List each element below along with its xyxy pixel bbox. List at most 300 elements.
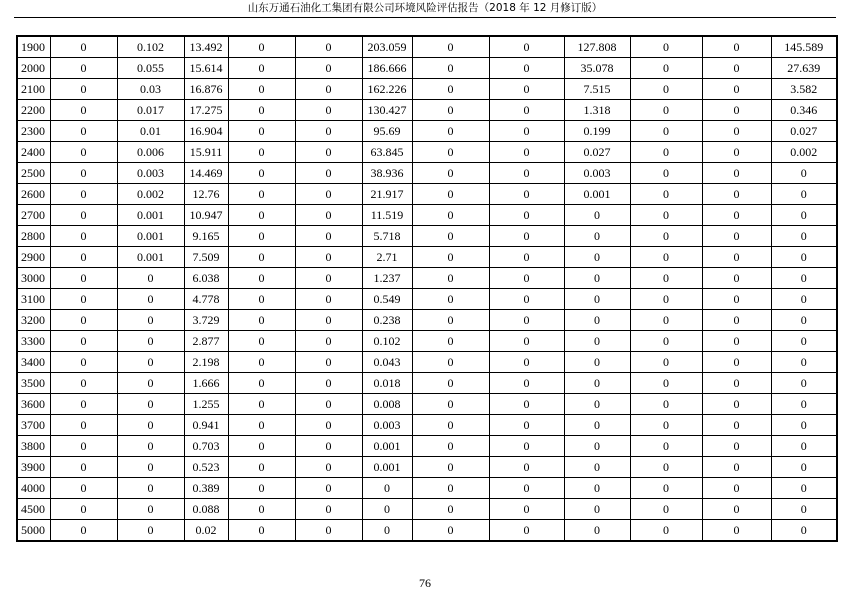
table-cell: 0.523: [184, 457, 228, 478]
table-cell: 35.078: [564, 58, 630, 79]
table-cell: 4.778: [184, 289, 228, 310]
table-cell: 0: [630, 436, 702, 457]
table-cell: 0: [489, 247, 564, 268]
table-cell: 0: [50, 520, 117, 542]
table-cell: 0: [228, 499, 295, 520]
table-cell: 0: [228, 163, 295, 184]
table-cell: 0.703: [184, 436, 228, 457]
table-cell: 0: [412, 142, 489, 163]
distance-cell: 2500: [17, 163, 50, 184]
table-cell: 0: [771, 373, 837, 394]
table-cell: 0: [50, 268, 117, 289]
table-cell: 0: [412, 247, 489, 268]
table-cell: 0: [489, 100, 564, 121]
table-cell: 0: [228, 184, 295, 205]
table-cell: 0: [412, 100, 489, 121]
table-cell: 0: [564, 457, 630, 478]
table-cell: 0: [630, 394, 702, 415]
table-cell: 0: [50, 373, 117, 394]
table-cell: 0: [630, 499, 702, 520]
table-cell: 0: [228, 142, 295, 163]
table-cell: 0: [228, 289, 295, 310]
table-cell: 0: [412, 289, 489, 310]
table-cell: 0: [564, 373, 630, 394]
table-cell: 1.237: [362, 268, 412, 289]
table-row: [17, 352, 837, 373]
table-cell: 0.199: [564, 121, 630, 142]
table-cell: 0.008: [362, 394, 412, 415]
table-row: [17, 394, 837, 415]
distance-cell: 3600: [17, 394, 50, 415]
table-cell: 0: [630, 331, 702, 352]
table-row: [17, 79, 837, 100]
table-cell: 0: [412, 36, 489, 58]
table-cell: 0: [489, 457, 564, 478]
table-cell: 0: [412, 478, 489, 499]
distance-cell: 2900: [17, 247, 50, 268]
table-cell: 0: [630, 289, 702, 310]
table-cell: 0.03: [117, 79, 184, 100]
table-cell: 0: [412, 163, 489, 184]
table-cell: 0: [702, 331, 771, 352]
table-cell: 0: [489, 415, 564, 436]
table-cell: 0: [117, 331, 184, 352]
distance-cell: 4500: [17, 499, 50, 520]
table-cell: 0: [50, 310, 117, 331]
table-cell: 0: [295, 163, 362, 184]
table-cell: 0.055: [117, 58, 184, 79]
table-cell: 0: [117, 310, 184, 331]
table-cell: 0.043: [362, 352, 412, 373]
table-cell: 0: [489, 520, 564, 542]
table-cell: 0: [295, 499, 362, 520]
table-cell: 0: [564, 289, 630, 310]
distance-cell: 2000: [17, 58, 50, 79]
table-row: [17, 100, 837, 121]
table-cell: 0: [412, 415, 489, 436]
table-cell: 0: [489, 478, 564, 499]
table-cell: 145.589: [771, 36, 837, 58]
table-cell: 0: [564, 310, 630, 331]
table-cell: 0: [564, 520, 630, 542]
table-cell: 0: [362, 520, 412, 542]
table-cell: 0: [771, 352, 837, 373]
table-cell: 0: [228, 36, 295, 58]
table-cell: 0: [295, 226, 362, 247]
table-row: [17, 310, 837, 331]
table-cell: 0: [295, 394, 362, 415]
table-cell: 0: [702, 289, 771, 310]
table-cell: 0: [771, 163, 837, 184]
table-cell: 11.519: [362, 205, 412, 226]
distance-cell: 3900: [17, 457, 50, 478]
table-cell: 0: [702, 415, 771, 436]
table-cell: 0: [228, 247, 295, 268]
table-cell: 0: [295, 36, 362, 58]
table-cell: 0: [117, 268, 184, 289]
table-cell: 203.059: [362, 36, 412, 58]
table-row: [17, 36, 837, 58]
table-cell: 14.469: [184, 163, 228, 184]
table-cell: 2.198: [184, 352, 228, 373]
table-cell: 0: [564, 478, 630, 499]
table-cell: 0: [564, 499, 630, 520]
table-cell: 0: [50, 79, 117, 100]
table-row: [17, 373, 837, 394]
distance-cell: 4000: [17, 478, 50, 499]
table-cell: 0: [771, 268, 837, 289]
table-cell: 16.876: [184, 79, 228, 100]
table-cell: 0: [228, 205, 295, 226]
table-row: [17, 415, 837, 436]
table-cell: 0.017: [117, 100, 184, 121]
table-cell: 0: [412, 121, 489, 142]
table-cell: 0: [702, 373, 771, 394]
table-cell: 0: [412, 205, 489, 226]
table-cell: 0: [295, 373, 362, 394]
table-cell: 0: [362, 478, 412, 499]
table-cell: 0: [228, 100, 295, 121]
table-cell: 0: [771, 289, 837, 310]
table-cell: 0.001: [564, 184, 630, 205]
table-cell: 0: [702, 310, 771, 331]
table-cell: 0: [117, 436, 184, 457]
table-cell: 0: [117, 478, 184, 499]
table-cell: 0: [295, 436, 362, 457]
table-cell: 0: [50, 499, 117, 520]
table-cell: 0: [630, 79, 702, 100]
table-cell: 0: [771, 415, 837, 436]
table-row: [17, 142, 837, 163]
table-cell: 0: [771, 457, 837, 478]
table-cell: 0: [702, 352, 771, 373]
table-cell: 0: [228, 520, 295, 542]
table-cell: 0.003: [362, 415, 412, 436]
table-cell: 0: [630, 457, 702, 478]
table-cell: 1.666: [184, 373, 228, 394]
table-cell: 0: [771, 436, 837, 457]
table-cell: 0.346: [771, 100, 837, 121]
table-cell: 0: [117, 394, 184, 415]
table-cell: 0: [630, 36, 702, 58]
table-cell: 0: [630, 310, 702, 331]
table-cell: 0: [295, 100, 362, 121]
table-cell: 0: [702, 36, 771, 58]
table-cell: 0: [228, 373, 295, 394]
table-cell: 0: [771, 310, 837, 331]
table-cell: 0: [489, 36, 564, 58]
table-cell: 0: [702, 520, 771, 542]
table-cell: 0: [564, 205, 630, 226]
table-cell: 0: [564, 331, 630, 352]
table-cell: 0: [50, 121, 117, 142]
table-cell: 0: [702, 436, 771, 457]
table-cell: 0.001: [362, 436, 412, 457]
table-cell: 0: [630, 415, 702, 436]
distance-cell: 2300: [17, 121, 50, 142]
table-cell: 0: [702, 184, 771, 205]
table-cell: 0: [412, 373, 489, 394]
distance-cell: 2200: [17, 100, 50, 121]
table-cell: 63.845: [362, 142, 412, 163]
table-cell: 0: [412, 394, 489, 415]
table-cell: 3.729: [184, 310, 228, 331]
table-cell: 0: [489, 163, 564, 184]
table-cell: 0: [228, 415, 295, 436]
table-cell: 0: [50, 415, 117, 436]
table-cell: 0: [50, 184, 117, 205]
table-cell: 0: [228, 352, 295, 373]
table-cell: 0: [702, 205, 771, 226]
distance-cell: 3400: [17, 352, 50, 373]
table-cell: 0.003: [117, 163, 184, 184]
table-cell: 1.318: [564, 100, 630, 121]
table-cell: 0: [50, 289, 117, 310]
table-cell: 0: [630, 226, 702, 247]
table-cell: 0: [630, 142, 702, 163]
table-cell: 0: [117, 352, 184, 373]
table-cell: 186.666: [362, 58, 412, 79]
table-cell: 0.001: [117, 247, 184, 268]
table-cell: 0: [702, 142, 771, 163]
table-cell: 0: [50, 457, 117, 478]
table-row: [17, 58, 837, 79]
table-cell: 12.76: [184, 184, 228, 205]
distance-cell: 2800: [17, 226, 50, 247]
table-cell: 0: [228, 121, 295, 142]
distance-cell: 3700: [17, 415, 50, 436]
table-cell: 0: [228, 436, 295, 457]
table-cell: 0: [630, 100, 702, 121]
table-cell: 0: [564, 394, 630, 415]
table-cell: 0.003: [564, 163, 630, 184]
table-cell: 0: [50, 205, 117, 226]
table-cell: 17.275: [184, 100, 228, 121]
table-cell: 0.088: [184, 499, 228, 520]
table-cell: 13.492: [184, 36, 228, 58]
table-cell: 0: [295, 415, 362, 436]
distance-cell: 3800: [17, 436, 50, 457]
distance-cell: 1900: [17, 36, 50, 58]
table-cell: 0.389: [184, 478, 228, 499]
table-cell: 3.582: [771, 79, 837, 100]
table-cell: 0: [771, 226, 837, 247]
table-cell: 0: [489, 352, 564, 373]
table-cell: 0: [295, 331, 362, 352]
table-cell: 0: [412, 58, 489, 79]
table-cell: 0: [117, 499, 184, 520]
table-cell: 0: [228, 478, 295, 499]
table-cell: 0: [50, 331, 117, 352]
table-cell: 0: [771, 520, 837, 542]
table-cell: 0: [489, 184, 564, 205]
distance-cell: 3000: [17, 268, 50, 289]
concentration-table: [16, 35, 838, 542]
table-cell: 0: [630, 163, 702, 184]
table-cell: 0: [50, 352, 117, 373]
table-cell: 0: [295, 478, 362, 499]
table-cell: 0: [489, 394, 564, 415]
table-cell: 0: [295, 310, 362, 331]
table-cell: 0.002: [771, 142, 837, 163]
table-cell: 0: [228, 310, 295, 331]
table-cell: 0: [117, 373, 184, 394]
distance-cell: 5000: [17, 520, 50, 542]
table-cell: 0: [702, 79, 771, 100]
table-cell: 0.02: [184, 520, 228, 542]
table-cell: 0: [117, 457, 184, 478]
table-cell: 0: [489, 289, 564, 310]
table-cell: 0: [295, 142, 362, 163]
table-cell: 38.936: [362, 163, 412, 184]
table-cell: 0: [489, 58, 564, 79]
table-cell: 0: [295, 58, 362, 79]
table-cell: 1.255: [184, 394, 228, 415]
table-cell: 0: [771, 184, 837, 205]
table-cell: 0: [630, 121, 702, 142]
table-cell: 0: [295, 184, 362, 205]
table-cell: 0: [362, 499, 412, 520]
table-cell: 0.238: [362, 310, 412, 331]
table-cell: 0: [295, 289, 362, 310]
table-cell: 0: [489, 436, 564, 457]
table-cell: 0: [702, 268, 771, 289]
table-cell: 0: [564, 226, 630, 247]
table-cell: 0: [228, 457, 295, 478]
table-cell: 0: [771, 247, 837, 268]
table-cell: 0: [117, 415, 184, 436]
table-cell: 0: [50, 58, 117, 79]
table-cell: 0.01: [117, 121, 184, 142]
table-row: [17, 163, 837, 184]
table-cell: 0: [489, 226, 564, 247]
table-cell: 10.947: [184, 205, 228, 226]
table-row: [17, 226, 837, 247]
table-row: [17, 121, 837, 142]
table-cell: 0: [412, 436, 489, 457]
table-cell: 0: [564, 247, 630, 268]
table-cell: 0: [702, 226, 771, 247]
table-cell: 7.509: [184, 247, 228, 268]
table-cell: 95.69: [362, 121, 412, 142]
table-row: [17, 478, 837, 499]
table-cell: 0: [771, 499, 837, 520]
table-cell: 0.549: [362, 289, 412, 310]
table-cell: 15.911: [184, 142, 228, 163]
table-cell: 0: [50, 163, 117, 184]
table-cell: 0: [412, 310, 489, 331]
distance-cell: 2400: [17, 142, 50, 163]
table-cell: 0.027: [564, 142, 630, 163]
table-cell: 0: [50, 100, 117, 121]
table-cell: 0: [228, 58, 295, 79]
table-cell: 0: [412, 226, 489, 247]
table-cell: 0: [295, 205, 362, 226]
distance-cell: 2600: [17, 184, 50, 205]
table-cell: 0: [489, 268, 564, 289]
distance-cell: 2700: [17, 205, 50, 226]
table-cell: 0: [771, 331, 837, 352]
table-cell: 0: [630, 184, 702, 205]
table-cell: 0.941: [184, 415, 228, 436]
table-row: [17, 247, 837, 268]
header-divider: [14, 17, 836, 18]
table-cell: 0: [228, 394, 295, 415]
table-cell: 0: [412, 499, 489, 520]
table-cell: 0: [630, 58, 702, 79]
table-cell: 130.427: [362, 100, 412, 121]
table-cell: 0: [412, 268, 489, 289]
distance-cell: 3100: [17, 289, 50, 310]
table-cell: 0: [50, 436, 117, 457]
table-cell: 0: [630, 478, 702, 499]
table-row: [17, 520, 837, 542]
table-cell: 0.001: [362, 457, 412, 478]
table-cell: 0: [630, 520, 702, 542]
table-cell: 0: [295, 247, 362, 268]
table-cell: 0.027: [771, 121, 837, 142]
table-cell: 0: [50, 394, 117, 415]
page-header-title: 山东万通石油化工集团有限公司环境风险评估报告（2018 年 12 月修订版）: [247, 2, 603, 14]
distance-cell: 2100: [17, 79, 50, 100]
table-cell: 0: [630, 247, 702, 268]
table-cell: 0: [117, 520, 184, 542]
table-cell: 6.038: [184, 268, 228, 289]
table-cell: 9.165: [184, 226, 228, 247]
table-cell: 0: [50, 36, 117, 58]
table-cell: 0.002: [117, 184, 184, 205]
table-cell: 2.877: [184, 331, 228, 352]
table-cell: 0: [702, 247, 771, 268]
table-cell: 0: [630, 373, 702, 394]
table-cell: 21.917: [362, 184, 412, 205]
table-cell: 0: [702, 457, 771, 478]
table-cell: 0: [489, 310, 564, 331]
table-cell: 0: [771, 478, 837, 499]
table-cell: 15.614: [184, 58, 228, 79]
table-cell: 0: [702, 478, 771, 499]
table-cell: 0: [564, 352, 630, 373]
table-row: [17, 436, 837, 457]
table-cell: 0: [117, 289, 184, 310]
table-cell: 0.102: [117, 36, 184, 58]
page-number: 76: [419, 576, 431, 590]
table-cell: 0: [489, 373, 564, 394]
table-cell: 0: [702, 163, 771, 184]
table-cell: 0: [228, 268, 295, 289]
table-cell: 16.904: [184, 121, 228, 142]
table-cell: 0: [489, 142, 564, 163]
table-cell: 0: [50, 247, 117, 268]
table-cell: 0: [50, 142, 117, 163]
table-row: [17, 268, 837, 289]
table-cell: 162.226: [362, 79, 412, 100]
table-cell: 0.006: [117, 142, 184, 163]
table-cell: 0: [50, 226, 117, 247]
table-cell: 0: [564, 415, 630, 436]
table-cell: 7.515: [564, 79, 630, 100]
table-cell: 27.639: [771, 58, 837, 79]
table-cell: 0: [50, 478, 117, 499]
table-row: [17, 289, 837, 310]
table-cell: 0: [228, 79, 295, 100]
distance-cell: 3200: [17, 310, 50, 331]
table-body: [17, 36, 837, 541]
table-cell: 0: [564, 268, 630, 289]
table-cell: 0: [771, 394, 837, 415]
table-cell: 0: [412, 184, 489, 205]
table-cell: 0: [630, 268, 702, 289]
